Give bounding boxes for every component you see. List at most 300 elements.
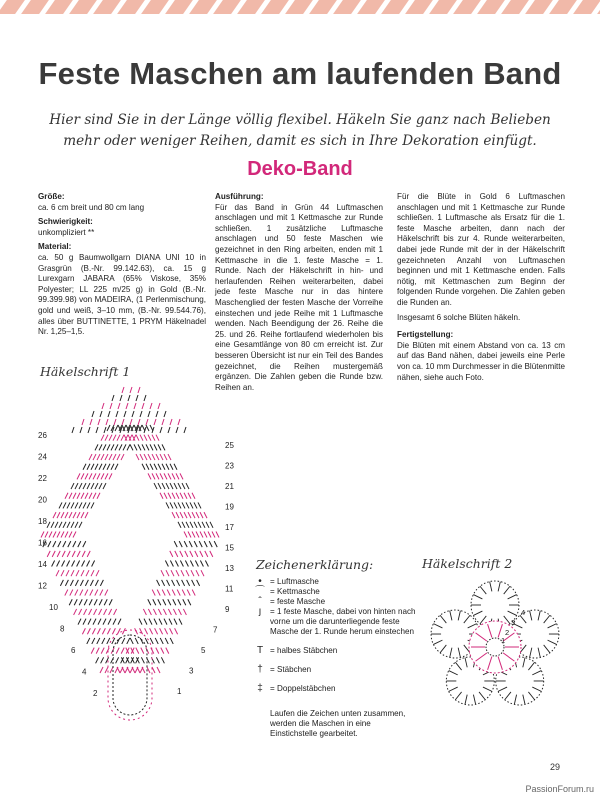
stitch-mark bbox=[154, 419, 156, 425]
legend-symbol: ȷ bbox=[258, 606, 262, 617]
stitch-mark bbox=[90, 419, 92, 425]
stitch-mark bbox=[49, 531, 52, 537]
stitch-mark bbox=[117, 454, 120, 460]
stitch-mark bbox=[81, 473, 84, 479]
stitch-mark bbox=[75, 590, 78, 596]
stitch-mark bbox=[170, 464, 173, 470]
stitch-mark bbox=[161, 570, 164, 576]
stitch-mark bbox=[177, 580, 180, 586]
stitch-mark bbox=[152, 590, 155, 596]
stitch-mark bbox=[97, 628, 100, 634]
stitch-mark bbox=[208, 531, 211, 537]
stitch-mark bbox=[97, 454, 100, 460]
stitch-mark bbox=[97, 638, 100, 644]
stitch-mark bbox=[182, 502, 185, 508]
top-decor-stripes bbox=[0, 0, 600, 14]
stitch-mark bbox=[99, 444, 102, 450]
stitch-mark bbox=[143, 609, 146, 615]
stitch-mark bbox=[91, 464, 94, 470]
stitch-mark bbox=[59, 502, 62, 508]
stitch-mark bbox=[83, 619, 86, 625]
stitch-mark bbox=[94, 599, 97, 605]
stitch-mark bbox=[105, 590, 108, 596]
stitch-mark bbox=[47, 522, 50, 528]
stitch-mark bbox=[158, 403, 160, 409]
stitch-mark bbox=[178, 483, 181, 489]
stitch-mark bbox=[102, 638, 105, 644]
stitch-mark bbox=[212, 531, 215, 537]
stitch-mark bbox=[103, 483, 106, 489]
stitch-mark bbox=[182, 580, 185, 586]
stitch-mark bbox=[99, 609, 102, 615]
stitch-mark bbox=[160, 638, 163, 644]
stitch-mark bbox=[79, 483, 82, 489]
stitch-mark bbox=[73, 493, 76, 499]
stitch-mark bbox=[163, 599, 166, 605]
stitch-mark bbox=[122, 667, 125, 673]
stitch-mark bbox=[85, 512, 88, 518]
stitch-mark bbox=[100, 411, 102, 417]
chart2-label: Häkelschrift 2 bbox=[422, 556, 513, 571]
stitch-mark bbox=[188, 531, 191, 537]
stitch-mark bbox=[192, 493, 195, 499]
stitch-mark bbox=[116, 648, 119, 654]
stitch-mark bbox=[121, 454, 124, 460]
stitch-mark bbox=[204, 531, 207, 537]
stitch-mark bbox=[138, 444, 141, 450]
petal-stitch bbox=[479, 692, 485, 700]
stitch-mark bbox=[173, 609, 176, 615]
stitch-mark bbox=[148, 411, 150, 417]
stitch-mark bbox=[103, 464, 106, 470]
petal-stitch bbox=[480, 586, 486, 594]
stitch-mark bbox=[102, 628, 105, 634]
stitch-mark bbox=[162, 464, 165, 470]
stitch-mark bbox=[157, 667, 160, 673]
stitch-mark bbox=[166, 648, 169, 654]
stitch-mark bbox=[210, 522, 213, 528]
stripe bbox=[405, 0, 433, 14]
petal-stitch bbox=[544, 615, 550, 623]
page-title: Feste Maschen am laufenden Band bbox=[38, 56, 562, 91]
petal-stitch bbox=[498, 687, 507, 691]
stitch-mark bbox=[78, 619, 81, 625]
stitch-mark bbox=[153, 609, 156, 615]
stitch-mark bbox=[216, 531, 219, 537]
stitch-mark bbox=[127, 638, 130, 644]
stitch-mark bbox=[210, 551, 213, 557]
stitch-mark bbox=[79, 609, 82, 615]
stitch-mark bbox=[201, 570, 204, 576]
stitch-mark bbox=[144, 395, 146, 401]
stitch-mark bbox=[72, 561, 75, 567]
stitch-mark bbox=[74, 609, 77, 615]
row-number: 23 bbox=[225, 461, 234, 471]
stitch-mark bbox=[128, 395, 130, 401]
stitch-mark bbox=[61, 512, 64, 518]
stitch-mark bbox=[190, 502, 193, 508]
stitch-mark bbox=[90, 590, 93, 596]
stitch-mark bbox=[83, 502, 86, 508]
stripe bbox=[333, 0, 361, 14]
stitch-mark bbox=[108, 411, 110, 417]
stitch-mark bbox=[150, 464, 153, 470]
stitch-mark bbox=[168, 609, 171, 615]
stitch-mark bbox=[92, 561, 95, 567]
stitch-mark bbox=[65, 493, 68, 499]
stitch-mark bbox=[164, 454, 167, 460]
stitch-mark bbox=[158, 483, 161, 489]
stitch-mark bbox=[65, 590, 68, 596]
stitch-mark bbox=[87, 551, 90, 557]
petal-stitch bbox=[473, 611, 482, 615]
stitch-mark bbox=[67, 522, 70, 528]
stitch-mark bbox=[205, 551, 208, 557]
stitch-mark bbox=[176, 493, 179, 499]
stitch-mark bbox=[146, 425, 149, 431]
stitch-mark bbox=[99, 599, 102, 605]
petal-stitch bbox=[528, 662, 534, 670]
petal-stitch bbox=[508, 611, 517, 615]
stitch-mark bbox=[77, 512, 80, 518]
stitch-mark bbox=[71, 483, 74, 489]
stitch-mark bbox=[65, 531, 68, 537]
stitch-mark bbox=[189, 541, 192, 547]
stitch-mark bbox=[116, 657, 119, 663]
stripe bbox=[501, 0, 529, 14]
stitch-mark bbox=[95, 580, 98, 586]
stitch-mark bbox=[121, 648, 124, 654]
stitch-mark bbox=[72, 427, 74, 433]
stitch-mark bbox=[71, 570, 74, 576]
stitch-mark bbox=[77, 493, 80, 499]
stitch-mark bbox=[140, 435, 143, 441]
stitch-mark bbox=[170, 502, 173, 508]
stitch-mark bbox=[185, 561, 188, 567]
stitch-mark bbox=[130, 667, 133, 673]
stitch-mark bbox=[180, 512, 183, 518]
stitch-mark bbox=[75, 502, 78, 508]
stitch-mark bbox=[184, 493, 187, 499]
stitch-mark bbox=[136, 454, 139, 460]
stitch-mark bbox=[139, 619, 142, 625]
stitch-mark bbox=[154, 483, 157, 489]
petal-stitch bbox=[433, 640, 442, 644]
stitch-mark bbox=[73, 512, 76, 518]
foundation-ring bbox=[113, 635, 147, 715]
stripe bbox=[141, 0, 169, 14]
stripe bbox=[285, 0, 313, 14]
stitch-mark bbox=[169, 619, 172, 625]
stitch-mark bbox=[135, 638, 138, 644]
petal-stitch bbox=[468, 624, 477, 628]
round-number: 3 bbox=[511, 618, 516, 627]
petal-stitch bbox=[514, 695, 516, 705]
stitch-mark bbox=[83, 483, 86, 489]
stitch-mark bbox=[57, 551, 60, 557]
petal-stitch bbox=[465, 658, 467, 668]
stitch-mark bbox=[104, 609, 107, 615]
petal-stitch bbox=[532, 671, 541, 675]
stitch-mark bbox=[184, 541, 187, 547]
stitch-mark bbox=[132, 411, 134, 417]
stitch-mark bbox=[101, 473, 104, 479]
stitch-mark bbox=[202, 522, 205, 528]
stitch-mark bbox=[80, 580, 83, 586]
stitch-mark bbox=[105, 454, 108, 460]
stitch-mark bbox=[158, 464, 161, 470]
stitch-mark bbox=[115, 464, 118, 470]
stitch-mark bbox=[176, 512, 179, 518]
row-number: 22 bbox=[38, 474, 47, 483]
stitch-mark bbox=[45, 531, 48, 537]
stitch-mark bbox=[188, 493, 191, 499]
stitch-mark bbox=[178, 599, 181, 605]
column-materials bbox=[38, 192, 206, 345]
stitch-mark bbox=[105, 473, 108, 479]
stitch-mark bbox=[112, 395, 114, 401]
stitch-mark bbox=[204, 541, 207, 547]
stitch-mark bbox=[162, 444, 165, 450]
legend-text: = Luftmasche bbox=[270, 577, 319, 586]
stitch-mark bbox=[112, 628, 115, 634]
stitch-mark bbox=[174, 483, 177, 489]
execution-heading: Ausführung: bbox=[215, 192, 264, 201]
stitch-mark bbox=[98, 419, 100, 425]
stitch-mark bbox=[148, 473, 151, 479]
stitch-mark bbox=[100, 667, 103, 673]
row-number: 10 bbox=[49, 603, 58, 612]
stitch-mark bbox=[69, 512, 72, 518]
stitch-mark bbox=[97, 493, 100, 499]
petal-stitch bbox=[548, 640, 557, 644]
petal-stitch bbox=[433, 624, 442, 628]
stitch-mark bbox=[91, 502, 94, 508]
stitch-mark bbox=[205, 561, 208, 567]
stitch-mark bbox=[93, 473, 96, 479]
stitch-mark bbox=[71, 502, 74, 508]
stitch-mark bbox=[194, 541, 197, 547]
stitch-mark bbox=[77, 551, 80, 557]
stitch-mark bbox=[196, 531, 199, 537]
round-one-ring bbox=[108, 630, 152, 720]
stitch-mark bbox=[156, 435, 159, 441]
stripe bbox=[21, 0, 49, 14]
stitch-mark bbox=[190, 561, 193, 567]
stitch-mark bbox=[163, 609, 166, 615]
stitch-mark bbox=[175, 628, 178, 634]
stitch-mark bbox=[152, 473, 155, 479]
stitch-mark bbox=[107, 628, 110, 634]
legend-item bbox=[250, 607, 420, 637]
stitch-mark bbox=[144, 435, 147, 441]
stitch-mark bbox=[75, 580, 78, 586]
stitch-mark bbox=[170, 483, 173, 489]
stitch-mark bbox=[130, 387, 132, 393]
legend-item bbox=[250, 646, 420, 656]
stitch-mark bbox=[62, 561, 65, 567]
stitch-mark bbox=[187, 590, 190, 596]
stitch-mark bbox=[178, 419, 180, 425]
stitch-mark bbox=[122, 419, 124, 425]
stitch-mark bbox=[172, 493, 175, 499]
stitch-mark bbox=[188, 599, 191, 605]
stitch-mark bbox=[92, 411, 94, 417]
page-number: 29 bbox=[549, 762, 560, 772]
stitch-mark bbox=[95, 590, 98, 596]
legend-item bbox=[250, 577, 420, 587]
stitch-mark bbox=[113, 435, 116, 441]
stitch-mark bbox=[155, 638, 158, 644]
stitch-mark bbox=[146, 464, 149, 470]
row-number: 15 bbox=[225, 543, 234, 553]
stitch-mark bbox=[206, 522, 209, 528]
stitch-mark bbox=[68, 541, 71, 547]
section-subtitle: Deko-Band bbox=[247, 158, 353, 180]
stitch-mark bbox=[108, 619, 111, 625]
stitch-mark bbox=[96, 657, 99, 663]
stitch-mark bbox=[134, 403, 136, 409]
stitch-mark bbox=[182, 590, 185, 596]
stitch-mark bbox=[157, 590, 160, 596]
stitch-mark bbox=[79, 599, 82, 605]
stitch-mark bbox=[146, 419, 148, 425]
petal-stitch bbox=[483, 687, 492, 691]
stitch-mark bbox=[87, 502, 90, 508]
stitch-mark bbox=[73, 531, 76, 537]
petal-stitch bbox=[508, 595, 517, 599]
stitch-mark bbox=[85, 590, 88, 596]
stitch-mark bbox=[182, 522, 185, 528]
stitch-mark bbox=[192, 580, 195, 586]
stitch-mark bbox=[148, 454, 151, 460]
size-heading: Größe: bbox=[38, 192, 65, 201]
stitch-mark bbox=[180, 473, 183, 479]
stitch-mark bbox=[190, 551, 193, 557]
stitch-mark bbox=[104, 599, 107, 605]
stitch-mark bbox=[82, 561, 85, 567]
stitch-mark bbox=[134, 444, 137, 450]
stitch-mark bbox=[156, 657, 159, 663]
row-number: 24 bbox=[38, 452, 47, 462]
petal-stitch bbox=[504, 586, 510, 594]
stitch-mark bbox=[117, 435, 120, 441]
stitch-mark bbox=[63, 502, 66, 508]
stitch-mark bbox=[115, 425, 118, 431]
stitch-mark bbox=[120, 395, 122, 401]
stitch-mark bbox=[180, 493, 183, 499]
legend-item bbox=[250, 665, 420, 675]
stitch-mark bbox=[57, 561, 60, 567]
row-number: 6 bbox=[71, 646, 76, 655]
stitch-mark bbox=[83, 464, 86, 470]
stitch-mark bbox=[93, 493, 96, 499]
petal-stitch bbox=[455, 692, 461, 700]
stitch-mark bbox=[70, 580, 73, 586]
stitch-mark bbox=[115, 444, 118, 450]
stitch-mark bbox=[81, 570, 84, 576]
stitch-mark bbox=[62, 551, 65, 557]
stitch-mark bbox=[184, 427, 186, 433]
stitch-mark bbox=[168, 454, 171, 460]
stitch-mark bbox=[183, 609, 186, 615]
stripe bbox=[309, 0, 337, 14]
stitch-mark bbox=[156, 411, 158, 417]
legend-symbol: ⌒ bbox=[255, 586, 265, 597]
petal-stitch bbox=[464, 615, 470, 623]
stitch-mark bbox=[156, 648, 159, 654]
stitch-mark bbox=[109, 435, 112, 441]
stitch-mark bbox=[214, 541, 217, 547]
legend-text: = Stäbchen bbox=[270, 665, 312, 674]
stitch-mark bbox=[91, 648, 94, 654]
petal-stitch bbox=[504, 616, 510, 624]
stitch-mark bbox=[93, 619, 96, 625]
finishing-text: Die Blüten mit einem Abstand von ca. 13 cm auf das Band nähen, dabei jeweils eine Perle von ca. 10 mm Durchmesser in die Blütenmitte nähen, siehe auch Foto. bbox=[397, 340, 565, 382]
petal-stitch bbox=[490, 582, 492, 592]
petal-stitch bbox=[455, 662, 461, 670]
stitch-mark bbox=[57, 531, 60, 537]
stitch-mark bbox=[141, 657, 144, 663]
stitch-mark bbox=[118, 403, 120, 409]
execution-text: Für das Band in Grün 44 Luftmaschen anschlagen und mit 1 Kettmasche zur Runde schließen. 1 zusätzliche Luftmasche anschlagen und 50 feste Maschen wie gezeichnet in den Ring arbeiten, enden mit 1 Kettmasche in die 1. feste Masche = 1. Runde. Nach der Häkelschrift in hin- und herlaufenden Reihen weiterarbeiten, dabei jede feste Masche nur in das hintere Maschenglied der festen Masche der Vorreihe einstechen und jede Reihe mit 1 Luftmasche wenden. Nach Beendigung der 26. Reihe die 25. und 26. Reihe fortlaufend wiederholen bis eine Gesamtlänge von 80 cm erreicht ist. Zur besseren Übersicht ist nur ein Teil des Bandes gezeichnet, die Reihen mustergemäß ergänzen. Die Zahlen geben die Runde bzw. Reihen an. bbox=[215, 202, 383, 392]
stitch-mark bbox=[106, 419, 108, 425]
stitch-mark bbox=[148, 435, 151, 441]
stitch-mark bbox=[179, 619, 182, 625]
legend-symbol: ˆ bbox=[258, 596, 262, 607]
row-number: 26 bbox=[38, 431, 47, 440]
stitch-mark bbox=[122, 638, 125, 644]
stitch-mark bbox=[96, 648, 99, 654]
stitch-mark bbox=[174, 619, 177, 625]
stitch-mark bbox=[162, 580, 165, 586]
stitch-mark bbox=[136, 648, 139, 654]
stitch-mark bbox=[66, 570, 69, 576]
stitch-mark bbox=[99, 483, 102, 489]
stitch-mark bbox=[161, 648, 164, 654]
stitch-mark bbox=[200, 561, 203, 567]
stitch-mark bbox=[130, 419, 132, 425]
stitch-mark bbox=[65, 580, 68, 586]
stitch-mark bbox=[192, 590, 195, 596]
round-number: 2 bbox=[505, 628, 510, 637]
stitch-mark bbox=[104, 427, 106, 433]
stripe bbox=[189, 0, 217, 14]
stitch-mark bbox=[197, 580, 200, 586]
petal-stitch bbox=[538, 648, 540, 658]
stitch-mark bbox=[145, 628, 148, 634]
legend-symbol: † bbox=[257, 664, 263, 675]
petal-stitch bbox=[449, 671, 458, 675]
stitch-mark bbox=[195, 561, 198, 567]
stitch-mark bbox=[127, 667, 130, 673]
stitch-mark bbox=[138, 419, 140, 425]
stripe bbox=[381, 0, 409, 14]
stitch-mark bbox=[184, 531, 187, 537]
row-number: 7 bbox=[213, 625, 218, 635]
stitch-mark bbox=[63, 541, 66, 547]
stitch-mark bbox=[170, 561, 173, 567]
stitch-mark bbox=[140, 638, 143, 644]
stitch-mark bbox=[65, 512, 68, 518]
stripe bbox=[69, 0, 97, 14]
stitch-mark bbox=[85, 473, 88, 479]
petal-stitch bbox=[473, 595, 482, 599]
stitch-mark bbox=[92, 638, 95, 644]
stitch-mark bbox=[85, 493, 88, 499]
legend-symbol: ‡ bbox=[257, 683, 263, 694]
stripe bbox=[477, 0, 505, 14]
